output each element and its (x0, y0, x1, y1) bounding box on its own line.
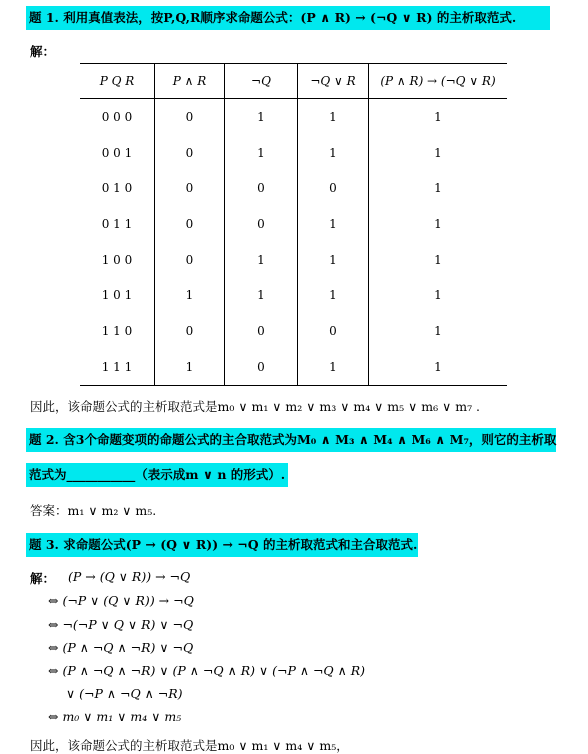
truth-table-row (80, 313, 507, 349)
truth-table-cell: 1 (369, 242, 508, 278)
truth-table-cell: 0 (155, 242, 225, 278)
truth-table-cell: 0 1 0 (101, 181, 133, 196)
truth-table-cell: 1 (155, 277, 225, 313)
derivation-first-line: (P → (Q ∨ R)) → ¬Q (68, 569, 191, 584)
truth-table-cell: 0 (298, 313, 369, 349)
truth-table-row (80, 206, 507, 242)
question-3-solution-label: 解： (30, 571, 56, 586)
truth-table-cell: 0 (225, 313, 298, 349)
truth-table-cell: 1 (369, 313, 508, 349)
truth-table-cell: 1 (369, 349, 508, 385)
truth-table (80, 63, 507, 386)
header-not-q: ¬Q (225, 64, 298, 99)
truth-table-cell: 0 (225, 206, 298, 242)
truth-table-cell: 0 1 1 (101, 216, 133, 231)
truth-table-cell: 1 (369, 170, 508, 206)
truth-table-cell: 1 (225, 99, 298, 135)
question-2-answer: 答案：m₁ ∨ m₂ ∨ m₅. (30, 503, 157, 518)
question-3-conclusion: 因此，该命题公式的主析取范式是m₀ ∨ m₁ ∨ m₄ ∨ m₅， (30, 738, 349, 753)
truth-table-cell: 1 (369, 277, 508, 313)
header-implication: (P ∧ R) → (¬Q ∨ R) (369, 64, 508, 99)
truth-table-cell: 1 0 1 (101, 288, 133, 303)
derivation-step: ⇔ m₀ ∨ m₁ ∨ m₄ ∨ m₅ (48, 709, 182, 724)
truth-table-cell: 1 (298, 242, 369, 278)
truth-table-cell: 1 (225, 242, 298, 278)
truth-table-cell: 1 (369, 99, 508, 135)
truth-table-cell: 1 (298, 99, 369, 135)
truth-table-cell: 1 (298, 349, 369, 385)
truth-table-cell: 0 (225, 170, 298, 206)
truth-table-cell: 0 (155, 206, 225, 242)
truth-table-cell: 1 1 1 (80, 349, 155, 385)
truth-table-cell: 1 (369, 206, 508, 242)
truth-table-cell: 0 (225, 349, 298, 385)
truth-table-cell: 1 (298, 206, 369, 242)
truth-table-cell: 0 (155, 99, 225, 135)
truth-table-row (80, 349, 507, 385)
question-1-conclusion: 因此，该命题公式的主析取范式是m₀ ∨ m₁ ∨ m₂ ∨ m₃ ∨ m₄ ∨ m₅ ∨ m₆ ∨ m₇ . (30, 399, 481, 414)
truth-table-cell: 1 (225, 135, 298, 171)
derivation-step: ⇔ ¬(¬P ∨ Q ∨ R) ∨ ¬Q (48, 617, 194, 632)
header-pqr: P Q R (80, 64, 155, 99)
truth-table-cell: 0 (155, 135, 225, 171)
truth-table-row (80, 99, 507, 135)
truth-table-row (80, 242, 507, 278)
truth-table-cell: 0 0 0 (101, 109, 133, 124)
header-not-q-or-r: ¬Q ∨ R (298, 64, 369, 99)
question-1-prompt: 题 1. 利用真值表法，按P,Q,R顺序求命题公式：(P ∧ R) → (¬Q ∨ R) 的主析取范式. (26, 6, 550, 30)
truth-table-row (80, 277, 507, 313)
truth-table-row (80, 170, 507, 206)
truth-table-cell: 1 0 0 (101, 252, 133, 267)
truth-table-cell: 1 (369, 135, 508, 171)
truth-table-cell: 1 (298, 135, 369, 171)
truth-table-cell: 0 (298, 170, 369, 206)
truth-table-cell: 0 (155, 313, 225, 349)
question-2-line-1: 题 2. 含3个命题变项的命题公式的主合取范式为M₀ ∧ M₃ ∧ M₄ ∧ M₆ ∧ M₇，则它的主析取 (26, 428, 556, 452)
truth-table-header-row (80, 64, 507, 99)
truth-table-cell: 1 (155, 349, 225, 385)
truth-table-cell: 1 1 0 (101, 323, 133, 338)
truth-table-cell: 0 0 1 (101, 145, 133, 160)
derivation-step: ⇔ (¬P ∨ (Q ∨ R)) → ¬Q (48, 593, 194, 608)
header-p-and-r: P ∧ R (155, 64, 225, 99)
truth-table-cell: 1 (298, 277, 369, 313)
truth-table-row (80, 135, 507, 171)
question-2-line-2: 范式为___________（表示成m ∨ n 的形式）. (26, 463, 288, 487)
question-3-prompt: 题 3. 求命题公式(P → (Q ∨ R)) → ¬Q 的主析取范式和主合取范式. (26, 533, 418, 557)
truth-table-cell: 0 (155, 170, 225, 206)
derivation-step: ⇔ (P ∧ ¬Q ∧ ¬R) ∨ (P ∧ ¬Q ∧ R) ∨ (¬P ∧ ¬Q ∧ R) (48, 663, 366, 678)
derivation-step-continued: ∨ (¬P ∧ ¬Q ∧ ¬R) (66, 686, 183, 701)
truth-table-cell: 1 (225, 277, 298, 313)
derivation-step: ⇔ (P ∧ ¬Q ∧ ¬R) ∨ ¬Q (48, 640, 194, 655)
solution-label: 解： (30, 44, 56, 59)
